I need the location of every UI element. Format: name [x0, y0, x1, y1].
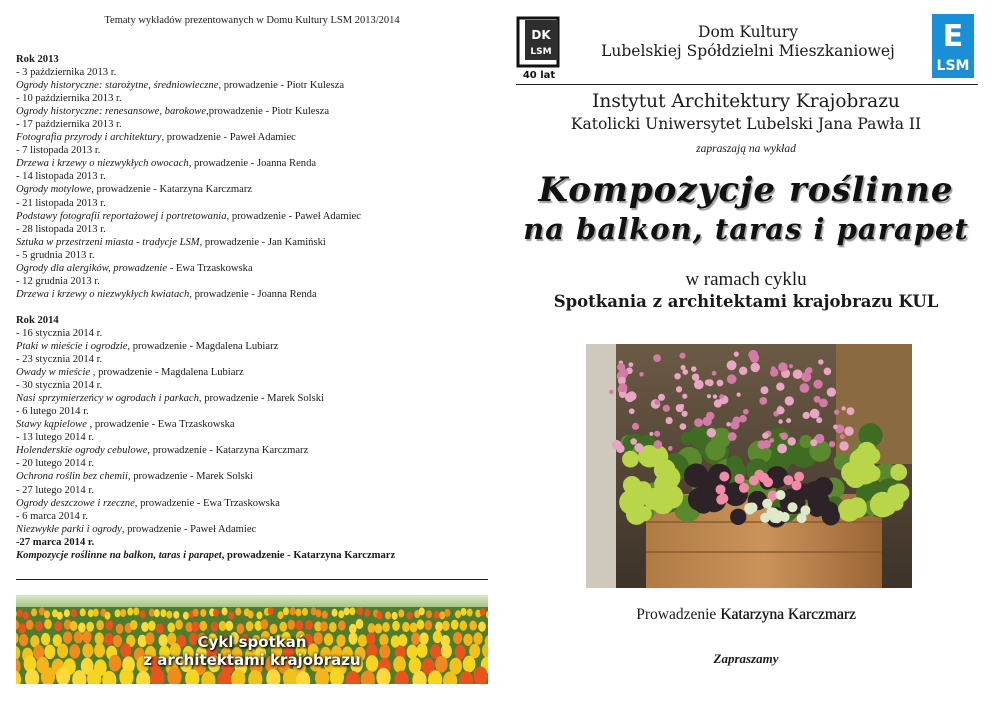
lecture-lead-text: , prowadzenie - Ewa Trzaskowska: [89, 419, 235, 431]
dk-lsm-logo: [516, 16, 562, 80]
lecture-title-text: Fotografia przyrody i architektury: [16, 132, 162, 144]
lsm-logo: [932, 14, 974, 78]
organizer-name: [564, 23, 932, 61]
current-lecture: [16, 549, 488, 562]
svg-text:LSM: LSM: [936, 58, 970, 74]
year-heading-2014: Rok 2014: [16, 314, 59, 326]
lecture-title-line1: Kompozycje roślinne: [538, 170, 954, 210]
lecture-date: - 28 listopada 2013 r.: [16, 223, 106, 235]
lecture-date: - 12 grudnia 2013 r.: [16, 275, 100, 287]
lecture-entry: [16, 131, 488, 144]
banner-caption: [16, 633, 488, 669]
lecture-entry: [16, 444, 488, 457]
svg-text:40 lat: 40 lat: [522, 70, 556, 80]
lecture-entry: [16, 157, 488, 170]
closing-text: Zapraszamy: [713, 651, 779, 666]
lecture-date: - 23 stycznia 2014 r.: [16, 354, 103, 366]
lecture-date: - 21 listopada 2013 r.: [16, 197, 106, 209]
lecture-entry: [16, 366, 488, 379]
lecture-title-line2: na balkon, taras i parapet: [523, 212, 969, 246]
lecture-title-text: Ogrody historyczne: renesansowe, barokowe: [16, 106, 207, 118]
lecture-entry: [16, 392, 488, 405]
lecture-date: - 14 listopada 2013 r.: [16, 171, 106, 183]
lecture-lead-text: , prowadzenie - Magdalena Lubiarz: [92, 367, 244, 379]
lecture-lead-text: , prowadzenie - Jan Kamiński: [199, 236, 326, 248]
organizer-line2: Lubelskiej Spółdzielni Mieszkaniowej: [601, 42, 895, 60]
lecture-lead-text: , prowadzenie - Magdalena Lubiarz: [127, 340, 279, 352]
right-divider: [516, 84, 978, 85]
lecturer-name: Katarzyna Karczmarz: [720, 606, 856, 623]
banner-caption-line2: z architektami krajobrazu: [143, 651, 361, 669]
lecture-title-text: Drzewa i krzewy o niezwykłych owocach: [16, 158, 189, 170]
current-lecture-lead: , prowadzenie - Katarzyna Karczmarz: [221, 549, 396, 561]
university-name: Katolicki Uniwersytet Lubelski Jana Pawła II: [570, 115, 922, 133]
lectures-2014: [16, 327, 488, 536]
organizer-line1: Dom Kultury: [698, 23, 798, 41]
lecture-title-text: Holenderskie ogrody cebulowe: [16, 445, 148, 457]
lecture-date: - 16 stycznia 2014 r.: [16, 327, 103, 339]
lecture-date: - 7 listopada 2013 r.: [16, 145, 101, 157]
institute-name: Instytut Architektury Krajobrazu: [592, 91, 900, 112]
lecture-title-text: Ogrody deszczowe i rzeczne: [16, 497, 135, 509]
lecture-date: - 3 października 2013 r.: [16, 67, 117, 79]
lecture-entry: [16, 340, 488, 353]
lecture-lead-text: , prowadzenie - Joanna Renda: [189, 288, 317, 300]
svg-text:LSM: LSM: [530, 47, 552, 57]
lecture-title-text: Sztuka w przestrzeni miasta - tradycje LSM: [16, 236, 200, 248]
lecture-title-text: Ogrody dla alergików, prowadzenie: [16, 262, 168, 274]
lecture-lead-text: , prowadzenie - Paweł Adamiec: [161, 132, 296, 144]
right-page: [500, 0, 992, 702]
lecture-lead-text: , prowadzenie - Paweł Adamiec: [121, 523, 257, 535]
year-heading-2013: Rok 2013: [16, 54, 59, 65]
lecture-date: - 6 marca 2014 r.: [16, 510, 89, 522]
invitation-text: zapraszają na wykład: [696, 143, 796, 155]
lecture-title-text: Podstawy fotografii reportażowej i portretowania: [16, 210, 227, 222]
lecture-entry: [16, 105, 488, 118]
left-page: [16, 0, 488, 702]
lecture-title-text: Niezwykłe parki i ogrody: [16, 523, 122, 535]
flower-planter-photo: [586, 344, 912, 588]
lecture-title-text: Ogrody historyczne: starożytne, średniowieczne: [16, 80, 219, 92]
lectures-list-header: Tematy wykładów prezentowanych w Domu Kultury LSM 2013/2014: [104, 15, 400, 26]
left-divider: [16, 579, 488, 580]
lecture-lead-text: , prowadzenie - Piotr Kulesza: [218, 80, 345, 92]
current-lecture-title: Kompozycje roślinne na balkon, taras i parapet: [16, 549, 222, 561]
lecture-date: - 5 grudnia 2013 r.: [16, 249, 95, 261]
lecture-lead-text: , prowadzenie - Katarzyna Karczmarz: [147, 445, 309, 457]
lecture-entry: [16, 497, 488, 510]
lecture-entry: [16, 470, 488, 483]
cycle-name: Spotkania z architektami krajobrazu KUL: [553, 292, 939, 311]
lecture-lead-text: , prowadzenie - Katarzyna Karczmarz: [91, 184, 253, 196]
current-lecture-date: -27 marca 2014 r.: [16, 536, 95, 548]
lecture-title: [500, 168, 992, 246]
lecture-lead-text: , prowadzenie - Marek Solski: [127, 471, 253, 483]
lecture-entry: [16, 262, 488, 275]
lecture-entry: [16, 183, 488, 196]
lecture-date: - 30 stycznia 2014 r.: [16, 380, 103, 392]
tulip-banner: [16, 595, 488, 684]
lectures-list: [16, 53, 488, 562]
lecture-lead-text: , prowadzenie - Paweł Adamiec: [226, 210, 361, 222]
lecture-title-text: Stawy kąpielowe: [16, 419, 90, 431]
lecture-date: - 20 lutego 2014 r.: [16, 458, 94, 470]
lecture-entry: [16, 523, 488, 536]
lecturer-label: Prowadzenie: [636, 606, 717, 623]
lecture-date: - 27 lutego 2014 r.: [16, 484, 94, 496]
lecture-entry: [16, 210, 488, 223]
lecture-date: - 13 lutego 2014 r.: [16, 432, 94, 444]
lecture-title-text: Ogrody motylowe: [16, 184, 92, 196]
lecture-title-text: Ochrona roślin bez chemii: [16, 471, 128, 483]
svg-text:E: E: [942, 19, 964, 54]
lecturer: [500, 606, 992, 624]
lecture-entry: [16, 418, 488, 431]
lecture-lead-text: , prowadzenie - Joanna Renda: [188, 158, 317, 170]
lecture-lead-text: ,prowadzenie - Piotr Kulesza: [206, 106, 330, 118]
lecture-title-text: Drzewa i krzewy o niezwykłych kwiatach: [16, 288, 190, 300]
lecture-date: - 10 października 2013 r.: [16, 93, 122, 105]
cycle-intro: w ramach cyklu: [685, 269, 807, 290]
lectures-2013: [16, 66, 488, 301]
lecture-entry: [16, 288, 488, 301]
banner-caption-line1: Cykl spotkań: [197, 633, 307, 651]
lecture-lead-text: - Ewa Trzaskowska: [167, 262, 253, 274]
lecture-date: - 6 lutego 2014 r.: [16, 406, 89, 418]
lecture-date: - 17 października 2013 r.: [16, 119, 122, 131]
lecture-title-text: Nasi sprzymierzeńcy w ogrodach i parkach: [16, 393, 199, 405]
lecture-title-text: Ptaki w mieście i ogrodzie: [16, 340, 128, 352]
lecture-entry: [16, 79, 488, 92]
lecture-lead-text: , prowadzenie - Ewa Trzaskowska: [134, 497, 280, 509]
lecture-lead-text: , prowadzenie - Marek Solski: [198, 393, 324, 405]
lecture-title-text: Owady w mieście: [16, 367, 93, 379]
svg-text:DK: DK: [531, 28, 551, 42]
lecture-entry: [16, 236, 488, 249]
